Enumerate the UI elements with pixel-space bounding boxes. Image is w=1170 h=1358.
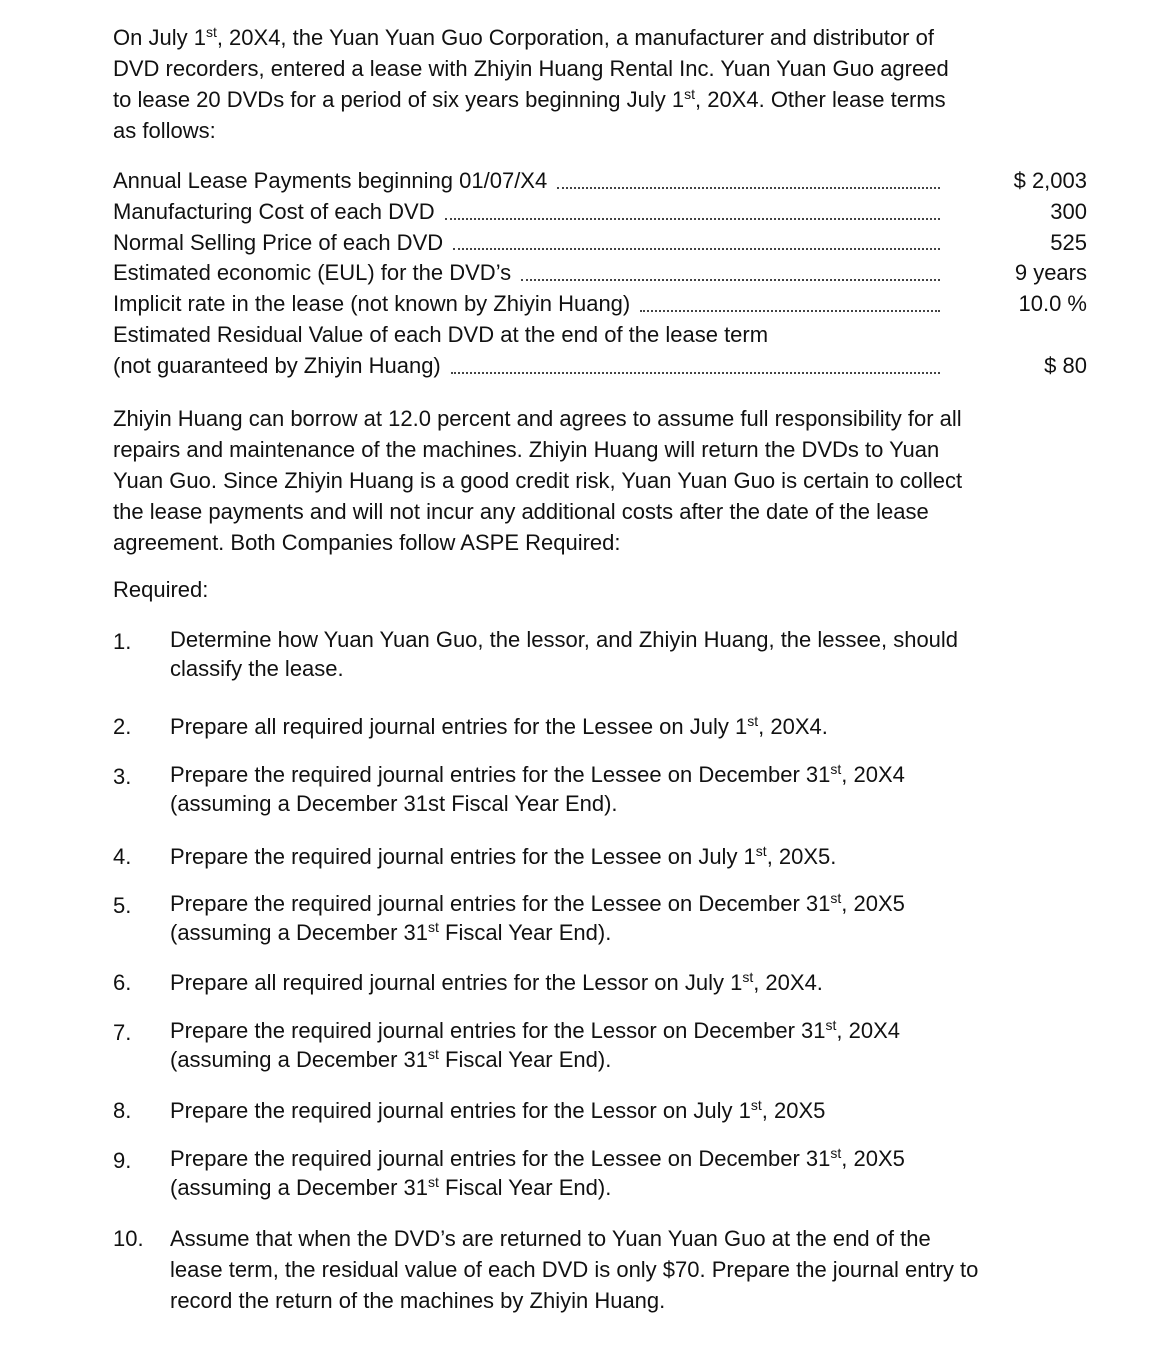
item-line <box>170 790 905 819</box>
item-line <box>170 1254 978 1285</box>
term-value: 300 <box>1050 198 1087 224</box>
superscript: st <box>830 890 842 906</box>
intro-line <box>113 53 949 84</box>
paragraph-line <box>113 496 962 527</box>
superscript: st <box>825 1017 837 1033</box>
item-text <box>170 890 905 947</box>
paragraph-line <box>113 527 962 558</box>
text-segment: Prepare the required journal entries for the Lessee on December 31 <box>170 1146 831 1171</box>
text-segment: , 20X4. <box>753 970 823 995</box>
superscript: st <box>742 969 754 985</box>
term-label: Estimated economic (EUL) for the DVD’s <box>113 260 512 286</box>
item-text <box>170 761 905 818</box>
text-segment: Prepare all required journal entries for the Lessor on July 1 <box>170 970 743 995</box>
paragraph-line <box>113 465 962 496</box>
text-segment: Fiscal Year End). <box>438 1046 612 1072</box>
item-text <box>170 1223 978 1316</box>
item-line <box>170 761 905 790</box>
term-label: (not guaranteed by Zhiyin Huang) <box>113 352 441 378</box>
text-segment: Zhiyin Huang can borrow at 12.0 percent and agrees to assume full responsibility for all <box>113 406 962 431</box>
item-number: 5. <box>113 893 132 918</box>
dot-leader <box>630 289 940 320</box>
item-line <box>170 1145 905 1174</box>
item-line <box>170 711 828 742</box>
term-label: Implicit rate in the lease (not known by Zhiyin Huang) <box>113 291 631 317</box>
item-line <box>170 890 905 919</box>
text-segment: Prepare the required journal entries for the Lessor on December 31 <box>170 1018 826 1043</box>
superscript: st <box>428 918 439 935</box>
item-text <box>170 1145 905 1202</box>
item-line <box>170 1017 900 1046</box>
item-line <box>170 967 823 998</box>
text-segment: Assume that when the DVD’s are returned to Yuan Yuan Guo at the end of the <box>170 1226 931 1251</box>
item-number: 9. <box>113 1148 132 1173</box>
term-label: Estimated Residual Value of each DVD at the end of the lease term <box>113 321 769 347</box>
text-segment: Prepare the required journal entries for the Lessee on December 31 <box>170 762 831 787</box>
text-segment: (assuming a December 31 <box>170 1174 429 1200</box>
term-row <box>113 320 1087 351</box>
item-text <box>170 1095 825 1126</box>
term-value: 525 <box>1050 229 1087 255</box>
term-label: Normal Selling Price of each DVD <box>113 229 444 255</box>
text-segment: , 20X4. <box>758 714 828 739</box>
item-text <box>170 711 828 742</box>
item-text <box>170 841 836 872</box>
text-segment: On July 1 <box>113 25 206 50</box>
lease-terms-table <box>113 166 1087 382</box>
term-row <box>113 258 1087 289</box>
intro-line <box>113 22 949 53</box>
item-number: 2. <box>113 714 132 739</box>
item-number: 8. <box>113 1098 132 1123</box>
item-line <box>170 841 836 872</box>
text-segment: agreement. Both Companies follow ASPE Required: <box>113 530 621 555</box>
item-line <box>170 919 905 948</box>
text-segment: classify the lease. <box>170 655 344 681</box>
term-row <box>113 166 1087 197</box>
text-segment: , 20X4 <box>841 762 905 787</box>
text-segment: , 20X5 <box>841 1146 905 1171</box>
paragraph-line <box>113 434 962 465</box>
term-row <box>113 351 1087 382</box>
item-line <box>170 1174 905 1203</box>
item-text <box>170 626 958 683</box>
superscript: st <box>428 1173 439 1190</box>
superscript: st <box>428 1045 439 1062</box>
item-number: 3. <box>113 764 132 789</box>
text-segment: (assuming a December 31 <box>170 1046 429 1072</box>
superscript: st <box>205 24 217 40</box>
item-number: 4. <box>113 844 132 869</box>
text-segment: Prepare the required journal entries for the Lessor on July 1 <box>170 1098 751 1123</box>
superscript: st <box>684 86 695 102</box>
intro-paragraph <box>113 22 949 146</box>
text-segment: Prepare the required journal entries for the Lessee on July 1 <box>170 844 756 869</box>
text-segment: lease term, the residual value of each DVD is only $70. Prepare the journal entry to <box>170 1257 979 1282</box>
term-value: 10.0 % <box>1018 291 1087 317</box>
superscript: st <box>747 713 759 729</box>
superscript: st <box>830 1145 842 1161</box>
text-segment: Prepare the required journal entries for the Lessee on December 31 <box>170 891 831 916</box>
item-number: 1. <box>113 629 132 654</box>
item-number: 10. <box>113 1226 144 1251</box>
text-segment: repairs and maintenance of the machines. Zhiyin Huang will return the DVDs to Yuan <box>113 437 940 462</box>
item-text <box>170 1017 900 1074</box>
item-line <box>170 655 958 684</box>
item-line <box>170 1046 900 1075</box>
text-segment: record the return of the machines by Zhiyin Huang. <box>170 1288 666 1313</box>
term-value: 9 years <box>1014 260 1087 286</box>
text-segment: , 20X4, the Yuan Yuan Guo Corporation, a manufacturer and distributor of <box>216 25 934 50</box>
term-value: $ 80 <box>1044 352 1087 378</box>
superscript: st <box>750 1097 762 1113</box>
text-segment: , 20X5 <box>761 1098 826 1123</box>
dot-leader <box>435 197 940 228</box>
lessee-paragraph <box>113 403 962 558</box>
dot-leader <box>547 166 940 197</box>
text-segment: Fiscal Year End). <box>438 1174 612 1200</box>
item-line <box>170 1223 978 1254</box>
text-segment: Determine how Yuan Yuan Guo, the lessor, and Zhiyin Huang, the lessee, should <box>170 627 959 652</box>
text-segment: DVD recorders, entered a lease with Zhiyin Huang Rental Inc. Yuan Yuan Guo agreed <box>113 56 949 81</box>
item-text <box>170 967 823 998</box>
text-segment: (assuming a December 31st Fiscal Year End). <box>170 790 618 816</box>
item-line <box>170 1285 978 1316</box>
intro-line <box>113 84 949 115</box>
text-segment: (assuming a December 31 <box>170 919 429 945</box>
superscript: st <box>755 843 767 859</box>
text-segment: , 20X4. Other lease terms <box>694 87 946 112</box>
text-segment: , 20X5. <box>766 844 837 869</box>
required-heading: Required: <box>113 577 209 602</box>
text-segment: , 20X4 <box>836 1018 900 1043</box>
paragraph-line <box>113 403 962 434</box>
item-number: 7. <box>113 1020 132 1045</box>
text-segment: Yuan Guo. Since Zhiyin Huang is a good credit risk, Yuan Yuan Guo is certain to collect <box>113 468 963 493</box>
intro-line <box>113 115 949 146</box>
item-number: 6. <box>113 970 132 995</box>
dot-leader <box>441 351 940 382</box>
text-segment: to lease 20 DVDs for a period of six years beginning July 1 <box>113 87 685 112</box>
term-label: Annual Lease Payments beginning 01/07/X4 <box>113 168 548 193</box>
text-segment: Fiscal Year End). <box>438 919 612 945</box>
term-value: $ 2,003 <box>1013 168 1087 193</box>
text-segment: Prepare all required journal entries for the Lessee on July 1 <box>170 714 748 739</box>
text-segment: the lease payments and will not incur any additional costs after the date of the lease <box>113 499 929 524</box>
dot-leader <box>443 228 940 259</box>
item-line <box>170 626 958 655</box>
term-row <box>113 228 1087 259</box>
term-row <box>113 197 1087 228</box>
term-label: Manufacturing Cost of each DVD <box>113 198 435 224</box>
item-line <box>170 1095 825 1126</box>
dot-leader <box>511 258 940 289</box>
superscript: st <box>830 761 842 777</box>
text-segment: , 20X5 <box>841 891 905 916</box>
term-row <box>113 289 1087 320</box>
text-segment: as follows: <box>113 118 216 143</box>
